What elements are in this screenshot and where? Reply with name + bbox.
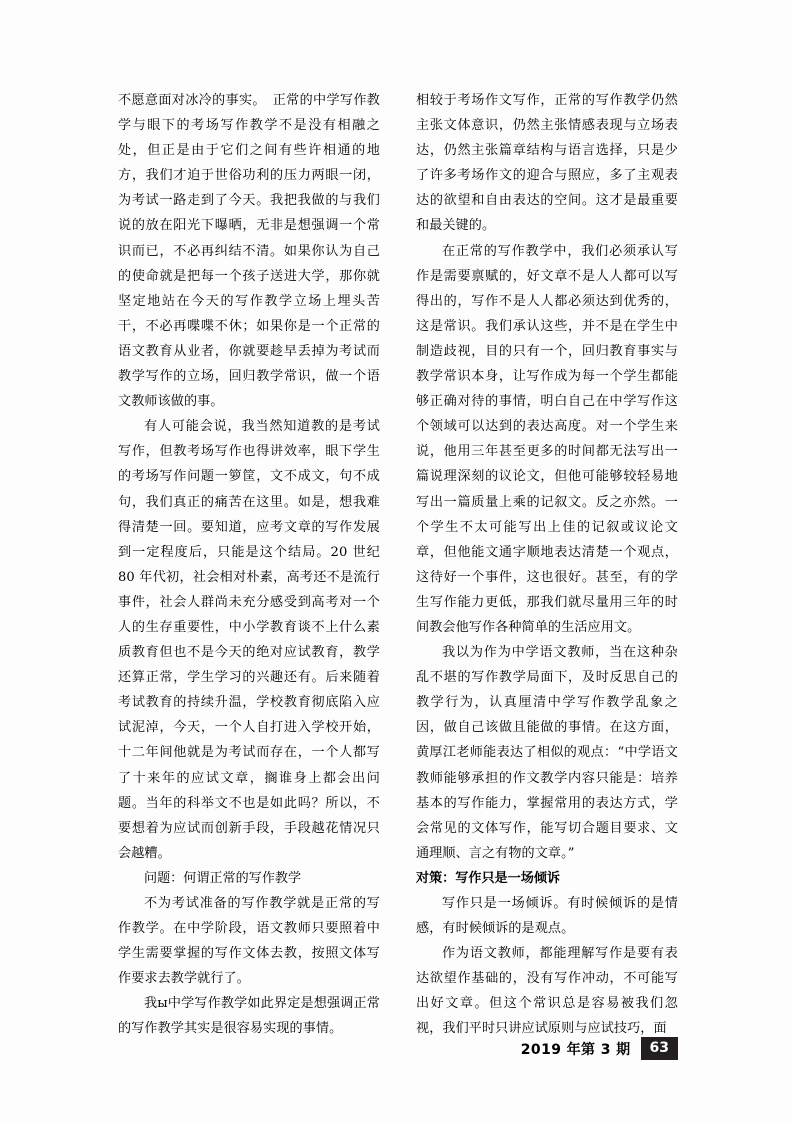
paragraph: 我ы中学写作教学如此界定是想强调正常的写作教学其实是很容易实现的事情。 bbox=[118, 996, 380, 1037]
two-column-body bbox=[118, 88, 678, 1037]
paragraph: 写作只是一场倾诉。有时候倾诉的是情感，有时候倾诉的是观点。 bbox=[416, 896, 678, 937]
paragraph: 我以为作为中学语文教师，当在这种杂乱不堪的写作教学局面下，及时反思自己的教学行为，认真厘清中学写作教学乱象之因，做自己该做且能做的事情。在这方面，黄厚江老师能表达了相似的观点：“中学语文教师能够承担的作文教学内容只能是：培养基本的写作能力，掌握常用的表达方式，学会常见的文体写作，能写切合题目要求、文通理顺、言之有物的文章。” bbox=[416, 645, 678, 861]
section-subheading: 问题：何谓正常的写作教学 bbox=[144, 870, 302, 886]
page-footer bbox=[521, 1037, 678, 1060]
paragraph: 在正常的写作教学中，我们必须承认写作是需要禀赋的，好文章不是人人都可以写得出的，写作不是人人都必须达到优秀的，这是常识。我们承认这些，并不是在学生中制造歧视，目的只有一个，回归教育事实与教学常识本身，让写作成为每一个学生都能够正确对待的事情，明白自己在中学写作这个领域可以达到的表达高度。对一个学生来说，他用三年甚至更多的时间都无法写出一篇说理深刻的议论文，但他可能够较轻易地写出一篇质量上乘的记叙文。反之亦然。一个学生不太可能写出上佳的记叙或议论文章，但他能文通字顺地表达清楚一个观点，这待好一个事件，这也很好。甚至，有的学生写作能力更低，那我们就尽量用三年的时间教会他写作各种简单的生活应用文。 bbox=[416, 243, 678, 635]
paragraph: 作为语文教师，都能理解写作是要有表达欲望作基础的，没有写作冲动，不可能写出好文章。但这个常识总是容易被我们忽视，我们平时只讲应试原则与应试技巧，面 bbox=[416, 946, 678, 1037]
paragraph: 相较于考场作文写作，正常的写作教学仍然主张文体意识，仍然主张情感表现与立场表达，仍然主张篇章结构与语言选择，只是少了许多考场作文的迎合与照应，多了主观表达的欲望和自由表达的空间。这才是最重要和最关键的。 bbox=[416, 93, 678, 234]
section-heading: 对策：写作只是一场倾诉 bbox=[416, 870, 561, 886]
paragraph: 不愿意面对冰冷的事实。 正常的中学写作教学与眼下的考场写作教学不是没有相融之处，但正是由于它们之间有些许相通的地方，我们才迫于世俗功利的压力两眼一闭，为考试一路走到了今天。我把我做的与我们说的放在阳光下曝晒，无非是想强调一个常识而已，不必再纠结不清。如果你认为自己的使命就是把每一个孩子送进大学，那你就坚定地站在今天的写作教学立场上埋头苦干，不必再喋喋不休；如果你是一个正常的语文教育从业者，你就要趁早丢掉为考试而教学写作的立场，回归教学常识，做一个语文教师该做的事。 bbox=[118, 93, 380, 410]
paragraph: 不为考试准备的写作教学就是正常的写作教学。在中学阶段，语文教师只要照着中学生需要掌握的写作文体去教，按照文体写作要求去教学就行了。 bbox=[118, 896, 380, 987]
page-number-badge: 63 bbox=[641, 1037, 678, 1060]
right-column bbox=[416, 88, 678, 1037]
issue-label: 2019 年第 3 期 bbox=[520, 1041, 631, 1058]
left-column bbox=[118, 88, 380, 1037]
paragraph: 有人可能会说，我当然知道教的是考试写作，但教考场写作也得讲效率，眼下学生的考场写作问题一箩筐，文不成文，句不成句，我们真正的痛苦在这里。如是，想我难得清楚一回。要知道，应考文章的写作发展到一定程度后，只能是这个结局。20 世纪 80 年代初，社会相对朴素，高考还不是流行事件，社会人群尚未充分感受到高考对一个人的生存重要性，中小学教育谈不上什么素质教育但也不是今天的绝对应试教育，教学还算正常，学生学习的兴趣还有。后来随着考试教育的持续升温，学校教育彻底陷入应试泥淖，今天，一个人自打进入学校开始，十二年间他就是为考试而存在，一个人都写了十来年的应试文章，搁谁身上都会出问题。当年的科举文不也是如此吗？所以，不要想着为应试而创新手段，手段越花情况只会越糟。 bbox=[118, 419, 380, 861]
